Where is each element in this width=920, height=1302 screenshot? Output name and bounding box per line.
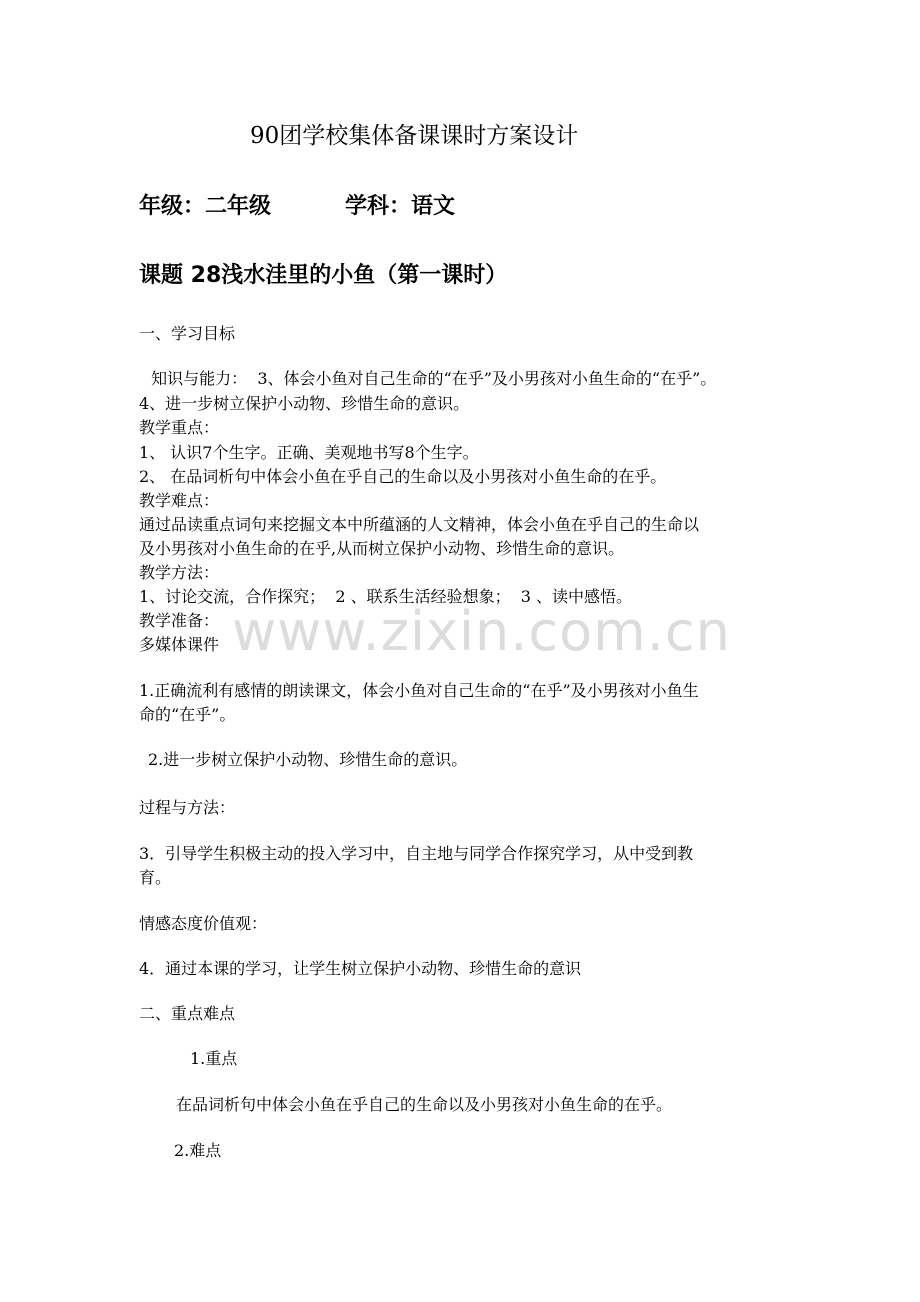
- lesson-title: 课题 28浅水洼里的小鱼（第一课时）: [139, 263, 508, 288]
- document-title: 90团学校集体备课课时方案设计: [250, 123, 579, 149]
- paragraph-line: 在品词析句中体会小鱼在乎自己的生命以及小男孩对小鱼生命的在乎。: [176, 1095, 673, 1114]
- subheading-difficulties: 教学难点：: [139, 491, 220, 510]
- subheading-key-points: 教学重点：: [139, 418, 220, 437]
- list-item: 1、讨论交流，合作探究； 2 、联系生活经验想象； 3 、读中感悟。: [139, 587, 633, 606]
- subheading-values: 情感态度价值观：: [139, 914, 268, 933]
- subheading-difficult-point: 2.难点: [174, 1141, 222, 1160]
- paragraph-line: 4、进一步树立保护小动物、珍惜生命的意识。: [139, 394, 470, 413]
- watermark: www.zixin.com.cn: [232, 600, 731, 663]
- paragraph-line: 育。: [139, 868, 172, 887]
- grade-subject-line: [139, 192, 455, 222]
- list-item: 2、 在品词析句中体会小鱼在乎自己的生命以及小男孩对小鱼生命的在乎。: [139, 467, 667, 486]
- paragraph-line: 3．引导学生积极主动的投入学习中，自主地与同学合作探究学习，从中受到教: [139, 844, 694, 863]
- paragraph-line: 命的“在乎”。: [139, 705, 236, 724]
- paragraph-line: 2.进一步树立保护小动物、珍惜生命的意识。: [148, 750, 468, 769]
- subject-label: 学科：语文: [345, 194, 456, 219]
- paragraph-line: 4．通过本课的学习，让学生树立保护小动物、珍惜生命的意识: [139, 959, 582, 978]
- subheading-key-point: 1.重点: [190, 1049, 238, 1068]
- subheading-process-methods: 过程与方法：: [139, 798, 236, 817]
- paragraph-line: 多媒体课件: [139, 635, 220, 654]
- section-heading-objectives: 一、学习目标: [139, 324, 236, 343]
- paragraph-line: 及小男孩对小鱼生命的在乎,从而树立保护小动物、珍惜生命的意识。: [139, 539, 625, 558]
- paragraph-line: 知识与能力： 3、体会小鱼对自己生命的“在乎”及小男孩对小鱼生命的“在乎”。: [141, 369, 717, 388]
- list-item: 1、 认识7个生字。正确、美观地书写8个生字。: [139, 443, 479, 462]
- paragraph-line: 1.正确流利有感情的朗读课文，体会小鱼对自己生命的“在乎”及小男孩对小鱼生: [139, 681, 699, 700]
- subheading-methods: 教学方法：: [139, 563, 220, 582]
- grade-label: 年级：二年级: [139, 194, 272, 219]
- subheading-preparation: 教学准备：: [139, 611, 220, 630]
- paragraph-line: 通过品读重点词句来挖掘文本中所蕴涵的人文精神，体会小鱼在乎自己的生命以: [139, 515, 700, 534]
- section-heading-key-difficult: 二、重点难点: [139, 1004, 236, 1023]
